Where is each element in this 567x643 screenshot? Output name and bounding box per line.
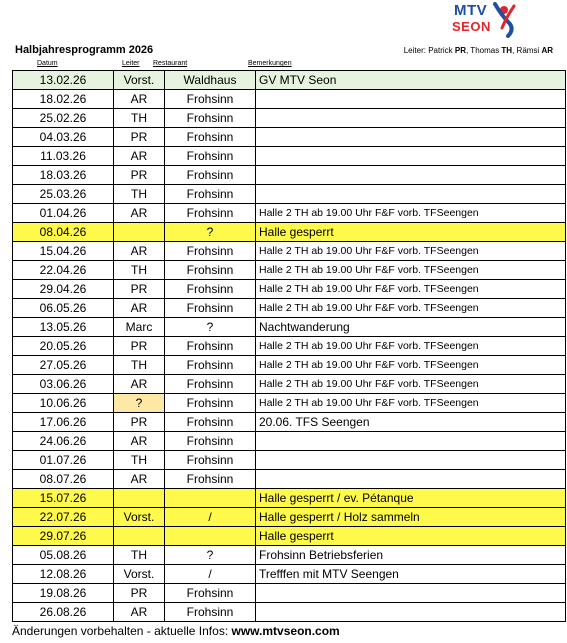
date-cell: 29.07.26 bbox=[13, 527, 114, 546]
leader-cell bbox=[114, 489, 165, 508]
leaders-prefix: Leiter: Patrick bbox=[403, 46, 455, 55]
date-cell: 11.03.26 bbox=[13, 147, 114, 166]
leader-cell: PR bbox=[114, 166, 165, 185]
leader-cell: Marc bbox=[114, 318, 165, 337]
column-header-notes: Bemerkungen bbox=[248, 60, 292, 67]
table-row bbox=[13, 584, 566, 603]
leaders-mid2: , Rämsi bbox=[512, 46, 542, 55]
notes-cell: Halle 2 TH ab 19.00 Uhr F&F vorb. TFSeengen bbox=[256, 356, 566, 375]
notes-cell: Halle 2 TH ab 19.00 Uhr F&F vorb. TFSeengen bbox=[256, 375, 566, 394]
table-row bbox=[13, 147, 566, 166]
restaurant-cell bbox=[165, 527, 256, 546]
restaurant-cell: Frohsinn bbox=[165, 337, 256, 356]
restaurant-cell: Frohsinn bbox=[165, 147, 256, 166]
notes-cell: Halle 2 TH ab 19.00 Uhr F&F vorb. TFSeengen bbox=[256, 261, 566, 280]
notes-cell: Halle 2 TH ab 19.00 Uhr F&F vorb. TFSeengen bbox=[256, 280, 566, 299]
date-cell: 17.06.26 bbox=[13, 413, 114, 432]
restaurant-cell: Frohsinn bbox=[165, 356, 256, 375]
table-row bbox=[13, 242, 566, 261]
table-row bbox=[13, 280, 566, 299]
table-row bbox=[13, 299, 566, 318]
table-row bbox=[13, 71, 566, 90]
table-row bbox=[13, 565, 566, 584]
restaurant-cell: Frohsinn bbox=[165, 394, 256, 413]
leaders-info bbox=[404, 46, 553, 55]
table-row bbox=[13, 413, 566, 432]
date-cell: 06.05.26 bbox=[13, 299, 114, 318]
notes-cell bbox=[256, 147, 566, 166]
date-cell: 24.06.26 bbox=[13, 432, 114, 451]
restaurant-cell: Frohsinn bbox=[165, 261, 256, 280]
logo-figure-icon bbox=[492, 2, 518, 38]
leader-cell: PR bbox=[114, 413, 165, 432]
table-row bbox=[13, 470, 566, 489]
restaurant-cell: Frohsinn bbox=[165, 128, 256, 147]
restaurant-cell: Frohsinn bbox=[165, 242, 256, 261]
restaurant-cell: Frohsinn bbox=[165, 204, 256, 223]
leader-cell: AR bbox=[114, 204, 165, 223]
website-link[interactable]: www.mtvseon.com bbox=[231, 624, 340, 638]
leader-cell: AR bbox=[114, 603, 165, 622]
table-row bbox=[13, 90, 566, 109]
date-cell: 13.05.26 bbox=[13, 318, 114, 337]
mtv-seon-logo bbox=[452, 2, 518, 40]
table-row bbox=[13, 337, 566, 356]
date-cell: 29.04.26 bbox=[13, 280, 114, 299]
notes-cell bbox=[256, 432, 566, 451]
restaurant-cell: Frohsinn bbox=[165, 299, 256, 318]
table-row bbox=[13, 527, 566, 546]
notes-cell bbox=[256, 166, 566, 185]
restaurant-cell: Frohsinn bbox=[165, 166, 256, 185]
leader-cell: TH bbox=[114, 185, 165, 204]
column-header-restaurant: Restaurant bbox=[153, 60, 188, 67]
table-row bbox=[13, 318, 566, 337]
date-cell: 13.02.26 bbox=[13, 71, 114, 90]
leader-cell: TH bbox=[114, 109, 165, 128]
table-row bbox=[13, 432, 566, 451]
table-row bbox=[13, 128, 566, 147]
column-header-date: Datum bbox=[37, 60, 58, 67]
notes-cell: Halle 2 TH ab 19.00 Uhr F&F vorb. TFSeengen bbox=[256, 242, 566, 261]
restaurant-cell: Frohsinn bbox=[165, 280, 256, 299]
leader-cell: Vorst. bbox=[114, 71, 165, 90]
leader-cell bbox=[114, 223, 165, 242]
table-row bbox=[13, 375, 566, 394]
date-cell: 01.07.26 bbox=[13, 451, 114, 470]
notes-cell: Frohsinn Betriebsferien bbox=[256, 546, 566, 565]
restaurant-cell: Frohsinn bbox=[165, 413, 256, 432]
restaurant-cell: Frohsinn bbox=[165, 470, 256, 489]
date-cell: 18.03.26 bbox=[13, 166, 114, 185]
table-row bbox=[13, 394, 566, 413]
date-cell: 15.07.26 bbox=[13, 489, 114, 508]
notes-cell: Halle gesperrt bbox=[256, 527, 566, 546]
column-header-leader: Leiter bbox=[122, 60, 140, 67]
footer-note bbox=[12, 624, 340, 638]
leader-pr: PR bbox=[454, 46, 466, 55]
notes-cell: 20.06. TFS Seengen bbox=[256, 413, 566, 432]
date-cell: 22.07.26 bbox=[13, 508, 114, 527]
leader-cell: PR bbox=[114, 280, 165, 299]
leader-cell: TH bbox=[114, 451, 165, 470]
date-cell: 19.08.26 bbox=[13, 584, 114, 603]
date-cell: 08.04.26 bbox=[13, 223, 114, 242]
date-cell: 12.08.26 bbox=[13, 565, 114, 584]
leaders-mid1: , Thomas bbox=[466, 46, 502, 55]
leader-cell: AR bbox=[114, 147, 165, 166]
date-cell: 03.06.26 bbox=[13, 375, 114, 394]
notes-cell bbox=[256, 451, 566, 470]
notes-cell: Trefffen mit MTV Seengen bbox=[256, 565, 566, 584]
date-cell: 25.02.26 bbox=[13, 109, 114, 128]
restaurant-cell: Frohsinn bbox=[165, 185, 256, 204]
notes-cell bbox=[256, 584, 566, 603]
leader-ar: AR bbox=[541, 46, 553, 55]
notes-cell bbox=[256, 470, 566, 489]
restaurant-cell bbox=[165, 489, 256, 508]
notes-cell: Halle 2 TH ab 19.00 Uhr F&F vorb. TFSeengen bbox=[256, 394, 566, 413]
date-cell: 04.03.26 bbox=[13, 128, 114, 147]
leader-cell: AR bbox=[114, 470, 165, 489]
footer-text: Änderungen vorbehalten - aktuelle Infos: bbox=[12, 624, 232, 638]
date-cell: 22.04.26 bbox=[13, 261, 114, 280]
notes-cell: GV MTV Seon bbox=[256, 71, 566, 90]
schedule-table bbox=[12, 70, 566, 622]
restaurant-cell: ? bbox=[165, 546, 256, 565]
table-row bbox=[13, 508, 566, 527]
leader-cell: TH bbox=[114, 546, 165, 565]
date-cell: 05.08.26 bbox=[13, 546, 114, 565]
restaurant-cell: Frohsinn bbox=[165, 375, 256, 394]
restaurant-cell: Frohsinn bbox=[165, 603, 256, 622]
notes-cell bbox=[256, 109, 566, 128]
logo-text-mtv: MTV bbox=[454, 2, 488, 19]
leader-cell: Vorst. bbox=[114, 565, 165, 584]
leader-cell: AR bbox=[114, 90, 165, 109]
date-cell: 20.05.26 bbox=[13, 337, 114, 356]
notes-cell: Nachtwanderung bbox=[256, 318, 566, 337]
table-row bbox=[13, 185, 566, 204]
leader-cell: ? bbox=[114, 394, 165, 413]
table-row bbox=[13, 109, 566, 128]
leader-cell: PR bbox=[114, 128, 165, 147]
restaurant-cell: Frohsinn bbox=[165, 109, 256, 128]
page-title: Halbjahresprogramm 2026 bbox=[15, 44, 154, 56]
leader-cell: AR bbox=[114, 375, 165, 394]
notes-cell: Halle gesperrt / ev. Pétanque bbox=[256, 489, 566, 508]
leader-cell: TH bbox=[114, 356, 165, 375]
date-cell: 27.05.26 bbox=[13, 356, 114, 375]
restaurant-cell: Frohsinn bbox=[165, 90, 256, 109]
table-row bbox=[13, 489, 566, 508]
leader-th: TH bbox=[501, 46, 513, 55]
notes-cell bbox=[256, 128, 566, 147]
date-cell: 10.06.26 bbox=[13, 394, 114, 413]
notes-cell: Halle gesperrt / Holz sammeln bbox=[256, 508, 566, 527]
table-row bbox=[13, 356, 566, 375]
logo-text-seon: SEON bbox=[452, 19, 491, 34]
date-cell: 15.04.26 bbox=[13, 242, 114, 261]
table-row bbox=[13, 223, 566, 242]
table-row bbox=[13, 261, 566, 280]
leader-cell: TH bbox=[114, 261, 165, 280]
notes-cell: Halle gesperrt bbox=[256, 223, 566, 242]
notes-cell bbox=[256, 90, 566, 109]
leader-cell: AR bbox=[114, 242, 165, 261]
table-row bbox=[13, 546, 566, 565]
restaurant-cell: Waldhaus bbox=[165, 71, 256, 90]
table-row bbox=[13, 451, 566, 470]
leader-cell bbox=[114, 527, 165, 546]
date-cell: 26.08.26 bbox=[13, 603, 114, 622]
restaurant-cell: / bbox=[165, 565, 256, 584]
restaurant-cell: ? bbox=[165, 318, 256, 337]
table-row bbox=[13, 603, 566, 622]
date-cell: 25.03.26 bbox=[13, 185, 114, 204]
notes-cell: Halle 2 TH ab 19.00 Uhr F&F vorb. TFSeengen bbox=[256, 204, 566, 223]
leader-cell: Vorst. bbox=[114, 508, 165, 527]
notes-cell: Halle 2 TH ab 19.00 Uhr F&F vorb. TFSeengen bbox=[256, 299, 566, 318]
table-row bbox=[13, 166, 566, 185]
date-cell: 18.02.26 bbox=[13, 90, 114, 109]
leader-cell: AR bbox=[114, 299, 165, 318]
restaurant-cell: / bbox=[165, 508, 256, 527]
date-cell: 08.07.26 bbox=[13, 470, 114, 489]
table-row bbox=[13, 204, 566, 223]
leader-cell: AR bbox=[114, 432, 165, 451]
notes-cell: Halle 2 TH ab 19.00 Uhr F&F vorb. TFSeengen bbox=[256, 337, 566, 356]
leader-cell: PR bbox=[114, 584, 165, 603]
notes-cell bbox=[256, 603, 566, 622]
leader-cell: PR bbox=[114, 337, 165, 356]
restaurant-cell: Frohsinn bbox=[165, 584, 256, 603]
restaurant-cell: ? bbox=[165, 223, 256, 242]
restaurant-cell: Frohsinn bbox=[165, 451, 256, 470]
restaurant-cell: Frohsinn bbox=[165, 432, 256, 451]
date-cell: 01.04.26 bbox=[13, 204, 114, 223]
notes-cell bbox=[256, 185, 566, 204]
